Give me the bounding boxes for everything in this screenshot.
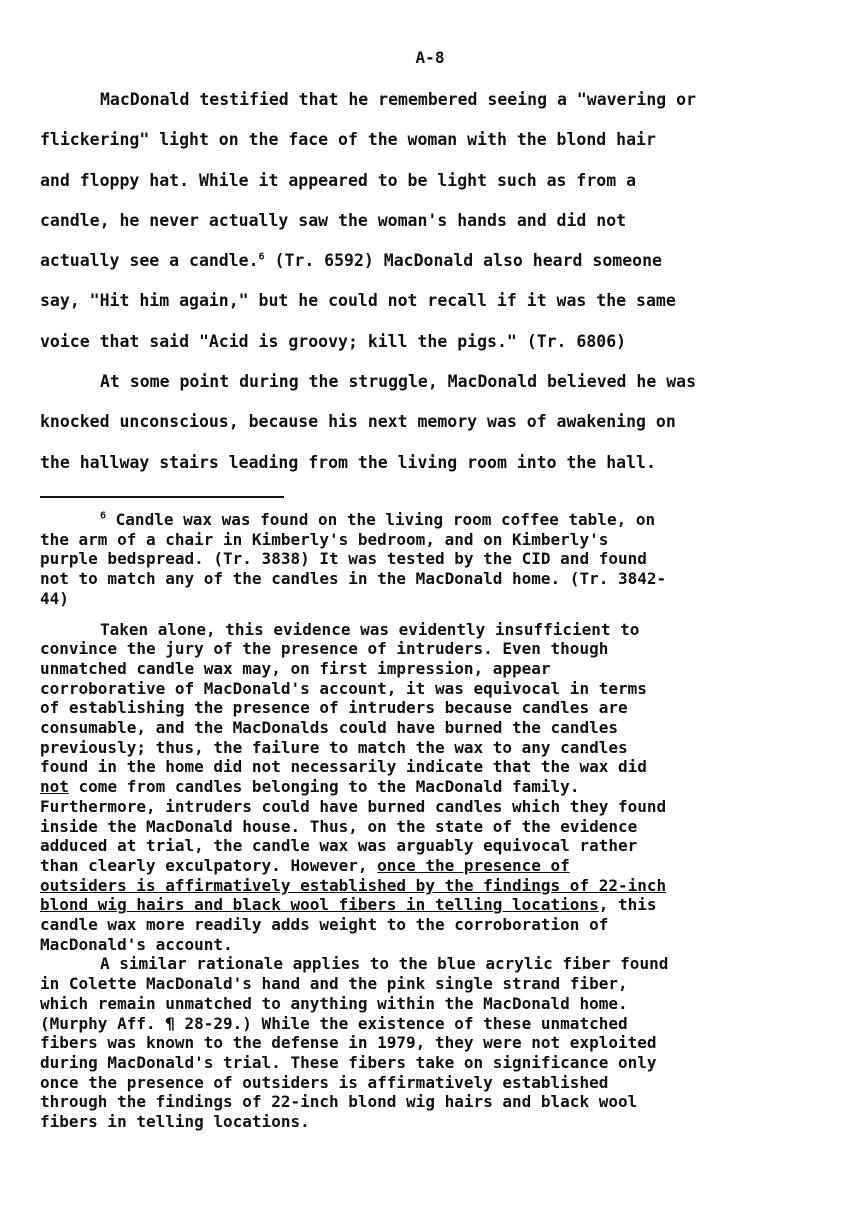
footnote-line (40, 1112, 840, 1132)
body-line-text: actually see a candle. (40, 251, 259, 271)
footnote-line-text: found in the home did not necessarily indicate that the wax did (40, 757, 647, 777)
body-line-text: knocked unconscious, because his next memory was of awakening on (40, 412, 676, 432)
footnote-line-text-after: , this (598, 895, 657, 915)
footnote-line (40, 856, 840, 876)
footnote-line-text: inside the MacDonald house. Thus, on the state of the evidence (40, 816, 638, 836)
footnote-line (40, 935, 840, 955)
page-number: A-8 (415, 48, 445, 67)
footnote-line-text: previously; thus, the failure to match the wax to any candles (40, 737, 628, 757)
footnote-line-text: Taken alone, this evidence was evidently insufficient to (100, 619, 640, 639)
underlined-text: once the presence of (377, 855, 570, 875)
footnote-line-text: through the findings of 22-inch blond wig hairs and black wool (40, 1092, 638, 1112)
footnote-line-text: not to match any of the candles in the MacDonald home. (Tr. 3842- (40, 569, 667, 589)
footnote-line (40, 549, 840, 569)
footnote-line (40, 1073, 840, 1093)
footnote-line-text: A similar rationale applies to the blue acrylic fiber found (100, 954, 669, 974)
footnote-line-text: fibers was known to the defense in 1979, they were not exploited (40, 1033, 657, 1053)
footnote-6 (40, 510, 840, 1132)
body-line-text: flickering" light on the face of the woman with the blond hair (40, 130, 656, 150)
footnote-line (40, 974, 840, 994)
body-line-text: candle, he never actually saw the woman's hands and did not (40, 210, 627, 230)
footnote-line (40, 876, 840, 896)
footnote-line-text: once the presence of outsiders is affirmatively established (40, 1072, 609, 1092)
footnote-line-text: consumable, and the MacDonalds could have burned the candles (40, 718, 618, 738)
body-line-text-after: (Tr. 6592) MacDonald also heard someone (264, 251, 662, 271)
footnote-line-text: unmatched candle wax may, on first impression, appear (40, 658, 551, 678)
footnote-line-text: purple bedspread. (Tr. 3838) It was tested by the CID and found (40, 549, 647, 569)
footnote-line-text: Candle wax was found on the living room coffee table, on (106, 510, 656, 529)
footnote-line-text: in Colette MacDonald's hand and the pink single strand fiber, (40, 974, 628, 994)
footnote-line-text: during MacDonald's trial. These fibers take on significance only (40, 1052, 657, 1072)
body-line-text: and floppy hat. While it appeared to be light such as from a (40, 170, 637, 190)
footnote-line (40, 836, 840, 856)
footnote-line (40, 530, 840, 550)
footnote-line (40, 569, 840, 589)
footnote-marker: 6 (100, 510, 107, 522)
underlined-text: blond wig hairs and black wool fibers in telling locations (40, 895, 599, 915)
footnote-line (40, 698, 840, 718)
footnote-line-text: fibers in telling locations. (40, 1112, 310, 1132)
body-line (40, 161, 830, 201)
footnote-line-text-after: come from candles belonging to the MacDonald family. (68, 777, 580, 797)
footnote-line-text: 44) (40, 588, 69, 608)
body-line-text: the hallway stairs leading from the living room into the hall. (40, 452, 656, 472)
body-line (40, 120, 830, 160)
body-line-text: say, "Hit him again," but he could not recall if it was the same (40, 291, 676, 311)
footnote-line-text: which remain unmatched to anything within the MacDonald home. (40, 993, 628, 1013)
footnote-line-text: Furthermore, intruders could have burned candles which they found (40, 796, 667, 816)
paragraph-gap (40, 609, 840, 620)
footnote-line (40, 817, 840, 837)
footnote-line (40, 895, 840, 915)
footnote-line (40, 510, 840, 530)
footnote-line (40, 589, 840, 609)
footnote-line (40, 738, 840, 758)
footnote-line (40, 757, 840, 777)
footnote-line (40, 1014, 840, 1034)
footnote-line-text: corroborative of MacDonald's account, it was equivocal in terms (40, 678, 647, 698)
footnote-line-text: the arm of a chair in Kimberly's bedroom, and on Kimberly's (40, 529, 609, 549)
footnote-line-text: convince the jury of the presence of intruders. Even though (40, 639, 609, 659)
footnote-line (40, 797, 840, 817)
footnote-line (40, 620, 840, 640)
footnote-line (40, 718, 840, 738)
body-line (40, 281, 830, 321)
body-line (40, 402, 830, 442)
footnote-line (40, 915, 840, 935)
footnote-line (40, 639, 840, 659)
footnote-line-text: than clearly exculpatory. However, (40, 855, 378, 875)
body-line (40, 201, 830, 241)
body-line (40, 443, 830, 483)
body-line (40, 322, 830, 362)
footnote-line-text: MacDonald's account. (40, 934, 233, 954)
body-line (40, 80, 830, 120)
body-line (40, 241, 830, 281)
main-text (40, 80, 830, 483)
footnote-separator (40, 496, 284, 498)
footnote-line-text: adduced at trial, the candle wax was arguably equivocal rather (40, 836, 638, 856)
footnote-line (40, 679, 840, 699)
body-line-text: At some point during the struggle, MacDonald believed he was (100, 372, 697, 392)
underlined-text: outsiders is affirmatively established by the findings of 22-inch (40, 875, 667, 895)
footnote-line (40, 1092, 840, 1112)
body-line (40, 362, 830, 402)
footnote-reference: 6 (258, 251, 265, 263)
body-line-text: MacDonald testified that he remembered seeing a "wavering or (100, 90, 697, 109)
footnote-line (40, 954, 840, 974)
footnote-line-text: (Murphy Aff. ¶ 28-29.) While the existence of these unmatched (40, 1013, 628, 1033)
body-line-text: voice that said "Acid is groovy; kill the pigs." (Tr. 6806) (40, 331, 627, 351)
footnote-line (40, 1033, 840, 1053)
footnote-line-text: of establishing the presence of intruders because candles are (40, 698, 628, 718)
footnote-line-text: candle wax more readily adds weight to the corroboration of (40, 915, 609, 935)
underlined-text: not (40, 777, 69, 797)
footnote-line (40, 777, 840, 797)
footnote-line (40, 659, 840, 679)
footnote-line (40, 994, 840, 1014)
footnote-line (40, 1053, 840, 1073)
